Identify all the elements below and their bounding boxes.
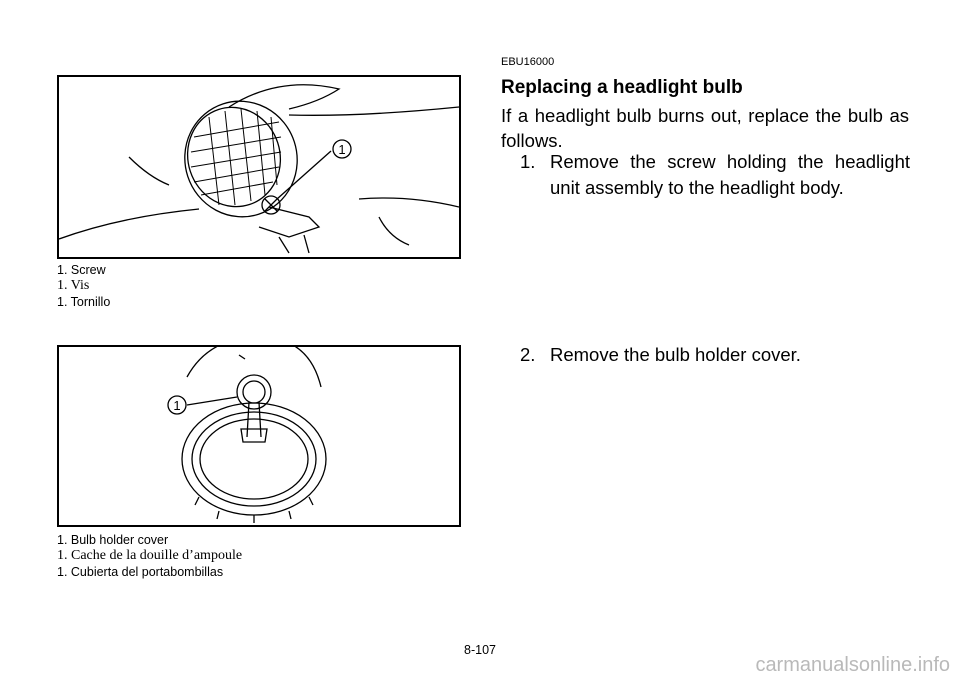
headlight-illustration [59,77,459,257]
caption-spanish: 1. Cubierta del portabombillas [57,565,224,579]
step-text: Remove the bulb holder cover. [550,344,801,365]
section-code: EBU16000 [501,56,555,68]
caption-french: 1. Vis [57,278,90,293]
caption-english: 1. Bulb holder cover [57,533,169,547]
step-2 [520,342,910,368]
section-intro: If a headlight bulb burns out, replace the bulb as follows. [501,105,909,151]
figure2-captions [57,532,242,580]
step-1 [520,149,910,201]
step-number: 1. [520,151,536,172]
bulb-holder-illustration [59,347,459,525]
caption-french: 1. Cache de la douille d’ampoule [57,548,243,563]
figure1-captions [57,262,110,310]
page-number: 8-107 [464,643,496,657]
watermark: carmanualsonline.info [755,654,950,676]
callout-number: 1 [173,398,181,413]
step-text: Remove the screw holding the headlight unit assembly to the headlight body. [550,151,910,198]
step-number: 2. [520,344,536,365]
caption-spanish: 1. Tornillo [57,295,111,309]
figure-headlight-screw [57,75,461,259]
figure-bulb-holder-cover [57,345,461,527]
section-title: Replacing a headlight bulb [501,77,743,98]
callout-number: 1 [338,142,346,157]
caption-english: 1. Screw [57,263,106,277]
